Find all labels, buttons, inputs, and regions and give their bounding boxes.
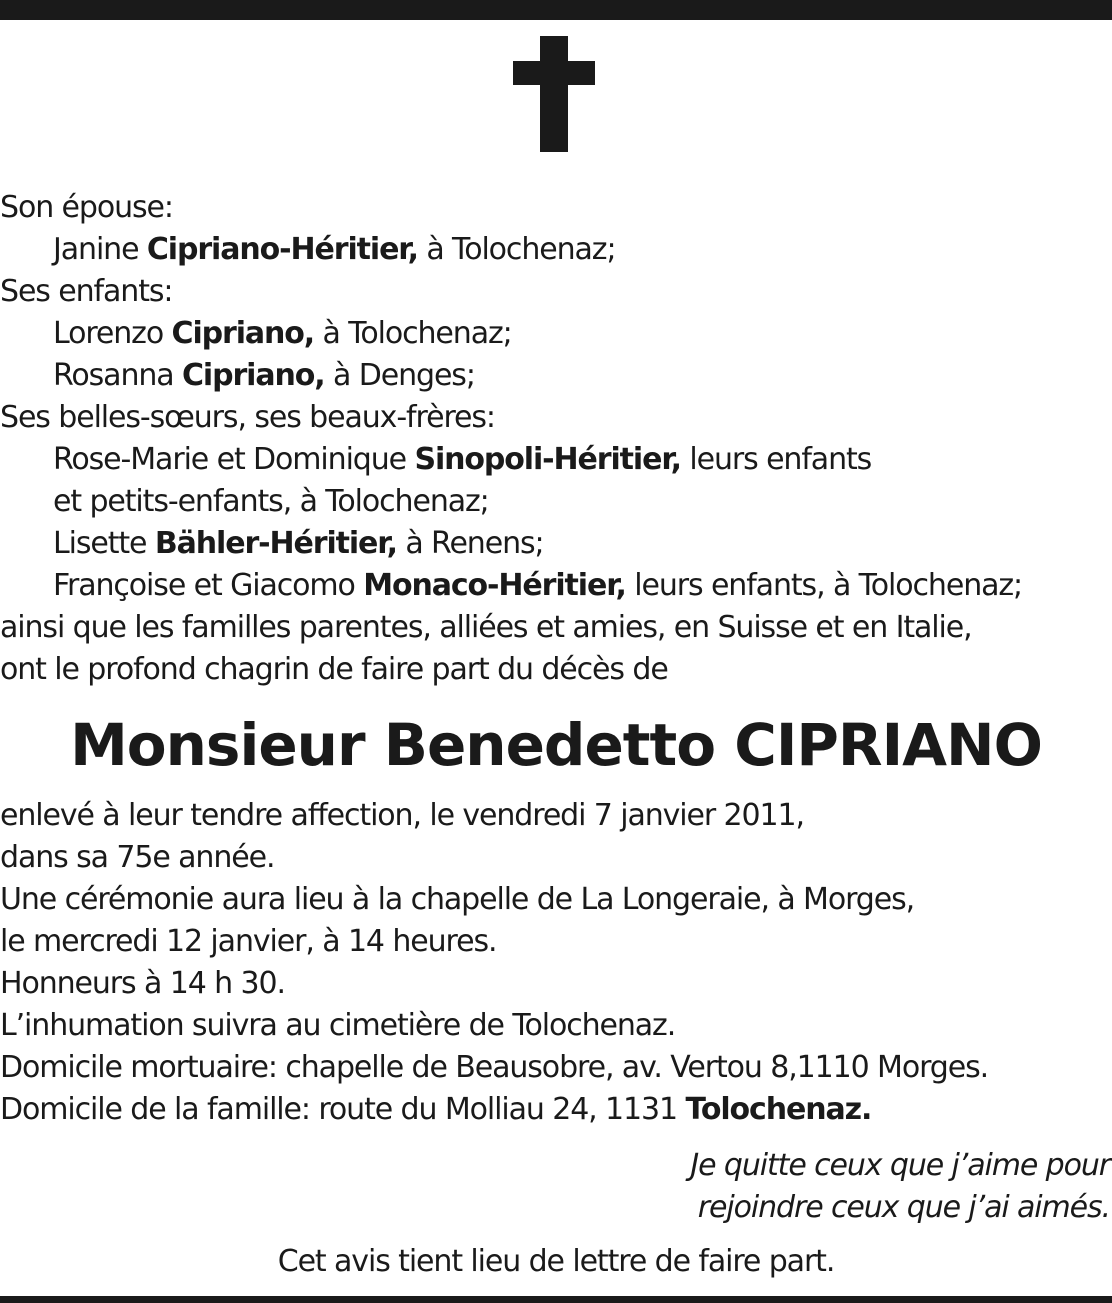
spouse-line: Janine Cipriano-Héritier, à Tolochenaz; xyxy=(53,232,616,267)
surname: Monaco-Héritier, xyxy=(363,568,626,603)
inlaw-line: Lisette Bähler-Héritier, à Renens; xyxy=(53,526,544,561)
town-name: Tolochenaz. xyxy=(685,1092,872,1127)
detail-line: le mercredi 12 janvier, à 14 heures. xyxy=(0,924,497,959)
cross-icon xyxy=(513,36,595,152)
detail-line: Honneurs à 14 h 30. xyxy=(0,966,285,1001)
surname: Bähler-Héritier, xyxy=(154,526,397,561)
detail-line: L’inhumation suivra au cimetière de Tolochenaz. xyxy=(0,1008,676,1043)
detail-line: Une cérémonie aura lieu à la chapelle de La Longeraie, à Morges, xyxy=(0,882,915,917)
quote-line: Je quitte ceux que j’aime pour xyxy=(690,1148,1110,1183)
deceased-name: Monsieur Benedetto CIPRIANO xyxy=(70,711,1042,779)
family-address-line: Domicile de la famille: route du Molliau 24, 1131 Tolochenaz. xyxy=(0,1092,872,1127)
bottom-border-rule xyxy=(0,1296,1112,1303)
inlaw-line: Françoise et Giacomo Monaco-Héritier, leurs enfants, à Tolochenaz; xyxy=(53,568,1023,603)
detail-line: dans sa 75e année. xyxy=(0,840,275,875)
surname: Cipriano, xyxy=(171,316,315,351)
detail-line: Domicile mortuaire: chapelle de Beausobre, av. Vertou 8,1110 Morges. xyxy=(0,1050,989,1085)
surname: Sinopoli-Héritier, xyxy=(414,442,681,477)
spouse-label: Son épouse: xyxy=(0,190,173,225)
families-line: ainsi que les familles parentes, alliées et amies, en Suisse et en Italie, xyxy=(0,610,972,645)
footer-note: Cet avis tient lieu de lettre de faire part. xyxy=(277,1244,835,1279)
inlaws-label: Ses belles-sœurs, ses beaux-frères: xyxy=(0,400,495,435)
detail-line: enlevé à leur tendre affection, le vendredi 7 janvier 2011, xyxy=(0,798,804,833)
children-label: Ses enfants: xyxy=(0,274,173,309)
inlaw-line: Rose-Marie et Dominique Sinopoli-Héritier, leurs enfants xyxy=(53,442,872,477)
inlaw-line-continued: et petits-enfants, à Tolochenaz; xyxy=(53,484,489,519)
surname: Cipriano-Héritier, xyxy=(146,232,418,267)
quote-line: rejoindre ceux que j’ai aimés. xyxy=(697,1190,1110,1225)
surname: Cipriano, xyxy=(182,358,325,393)
announcement-line: ont le profond chagrin de faire part du décès de xyxy=(0,652,668,687)
child-line: Rosanna Cipriano, à Denges; xyxy=(53,358,475,393)
top-border-rule xyxy=(0,0,1112,20)
child-line: Lorenzo Cipriano, à Tolochenaz; xyxy=(53,316,512,351)
